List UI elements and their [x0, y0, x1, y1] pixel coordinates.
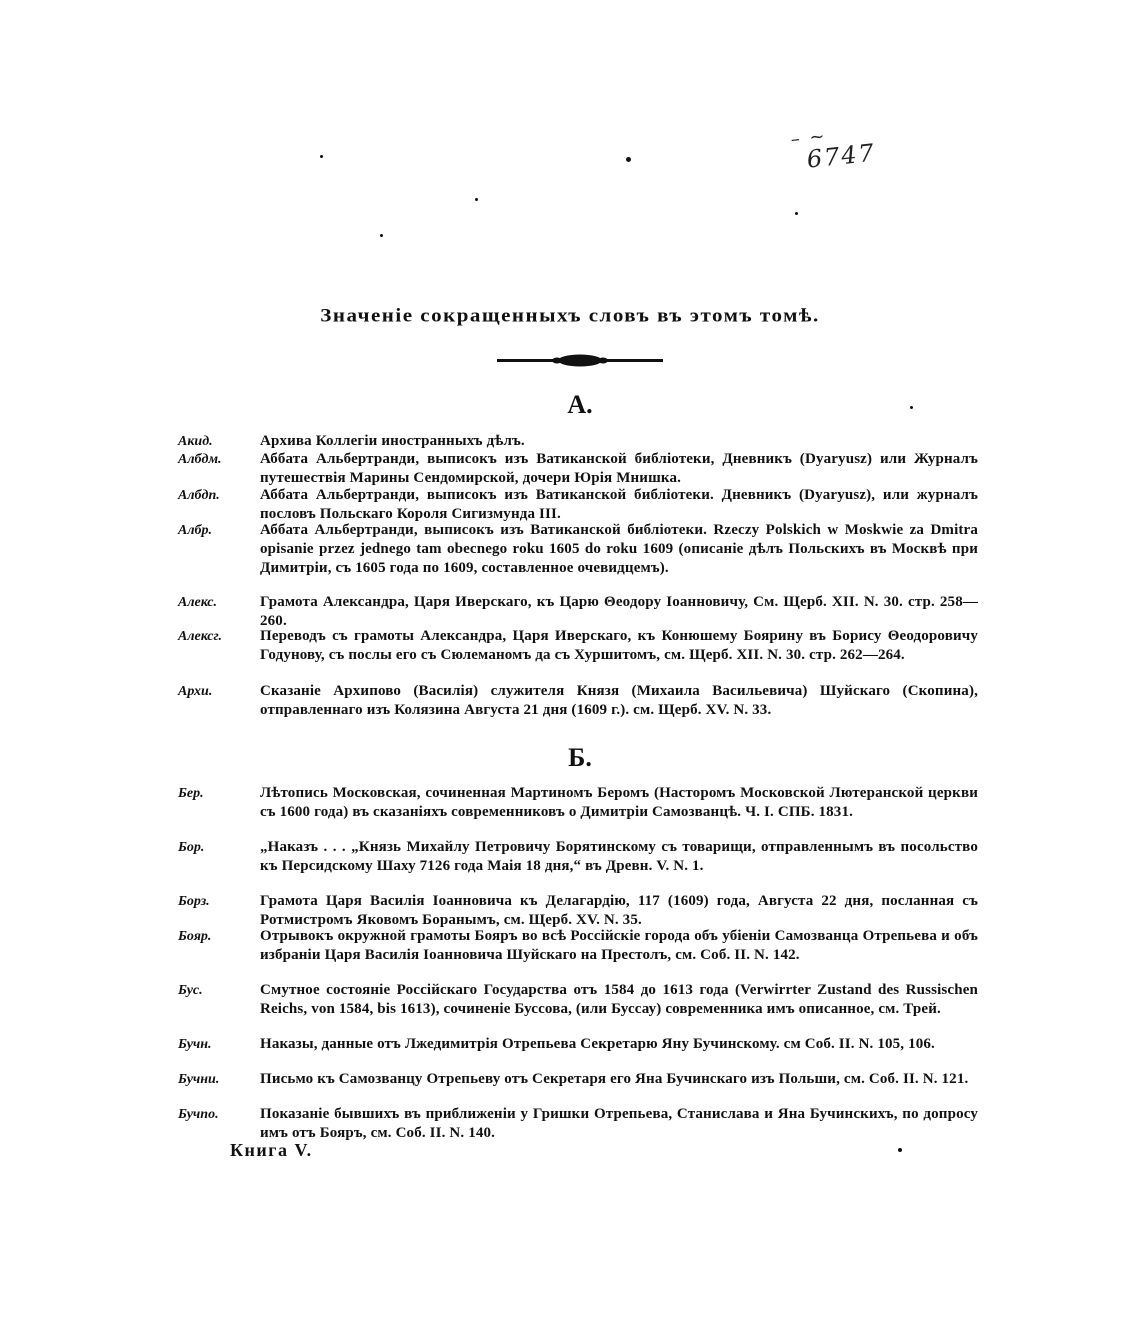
handwritten-number: 6747 — [805, 138, 878, 174]
scan-speck — [626, 157, 631, 162]
entry-abbreviation: Бор. — [178, 840, 205, 855]
entry-definition: Аббата Альбертранди, выписокъ изъ Ватиканской библiотеки. Rzeczy Polskich w Moskwie za Dmitra opisanie przez jednego tam obecnego roku 1605 do roku 1609 (описанiе дѣлъ Польскихъ въ Москвѣ при Димитрiи, съ 1605 года по 1609, составленное очевидцемъ). — [260, 522, 978, 576]
entry-definition: Отрывокъ окружной грамоты Бояръ во всѣ Россiйскiе города объ убiенiи Самозванца Отрепьева и объ избранiи Царя Василiя Iоанновича Шуйскаго на Престолъ, см. Соб. II. N. 142. — [260, 928, 978, 963]
handwritten-inventory-note — [790, 119, 895, 179]
entry-abbreviation: Бучпо. — [178, 1107, 219, 1122]
entry-definition: Сказанiе Архипово (Василiя) служителя Князя (Михаила Васильевича) Шуйскаго (Скопина), отправленнаго изъ Колязина Августа 21 дня (1609 г.). см. Щерб. XV. N. 33. — [260, 683, 978, 718]
entry-abbreviation: Алексг. — [178, 629, 222, 644]
scan-speck — [795, 212, 798, 215]
title-ornament-divider — [497, 353, 663, 369]
entry-abbreviation: Бучн. — [178, 1037, 212, 1052]
entry-abbreviation: Борз. — [178, 894, 210, 909]
entry-definition: Грамота Царя Василiя Iоанновича къ Делагардiю, 117 (1609) года, Августа 22 дня, посланная съ Ротмистромъ Яковомъ Боранымъ, см. Щерб. XV. N. 35. — [260, 893, 978, 928]
scan-speck — [320, 155, 323, 158]
section-letter-a: А. — [567, 390, 593, 419]
signature-mark: Книга V. — [230, 1140, 313, 1160]
entry-definition: Переводъ съ грамоты Александра, Царя Иверскаго, къ Конюшему Боярину въ Борису Θеодоровичу Годунову, съ послы его съ Сюлеманомъ да съ Хуршитомъ, см. Щерб. XII. N. 30. стр. 262—264. — [260, 628, 978, 663]
entry-definition: Письмо къ Самозванцу Отрепьеву отъ Секретаря его Яна Бучинскаго изъ Польши, см. Соб. II. N. 121. — [260, 1071, 969, 1087]
entry-abbreviation: Албдп. — [178, 488, 220, 503]
entry-definition: Наказы, данные отъ Лжедимитрiя Отрепьева Секретарю Яну Бучинскому. см Соб. II. N. 105, 106. — [260, 1036, 935, 1052]
entry-definition: „Наказъ . . . „Князь Михайлу Петровичу Борятинскому съ товарищи, отправленнымъ въ посольство къ Персидскому Шаху 7126 года Маiя 18 дня,“ въ Древн. V. N. 1. — [260, 839, 978, 874]
entry-abbreviation: Акид. — [178, 434, 213, 449]
entry-abbreviation: Архи. — [178, 684, 213, 699]
entry-definition: Аббата Альбертранди, выписокъ изъ Ватиканской библiотеки, Дневникъ (Dyaryusz) или Журналъ путешествiя Марины Сендомирской, дочери Юрiя Мнишка. — [260, 451, 978, 486]
scan-speck — [380, 234, 383, 237]
entry-definition: Грамота Александра, Царя Иверскаго, къ Царю Θеодору Iоанновичу, См. Щерб. XII. N. 30. стр. 258—260. — [260, 594, 978, 629]
section-letter-b: Б. — [568, 743, 592, 772]
scan-speck — [475, 198, 478, 201]
entry-definition: Архива Коллегiи иностранныхъ дѣлъ. — [260, 433, 525, 449]
entry-definition: Аббата Альбертранди, выписокъ изъ Ватиканской библiотеки. Дневникъ (Dyaryusz), или журналъ пословъ Польскаго Короля Сигизмунда III. — [260, 487, 978, 522]
entry-definition: Показанiе бывшихъ въ приближенiи у Гришки Отрепьева, Станислава и Яна Бучинскихъ, по допросу имъ отъ Бояръ, см. Соб. II. N. 140. — [260, 1106, 978, 1141]
entry-definition: Смутное состоянiе Россiйскаго Государства отъ 1584 до 1613 года (Verwirrter Zustand des Russischen Reichs, von 1584, bis 1613), сочиненiе Буссова, (или Буссау) современника имъ описанное, см. Трей. — [260, 982, 978, 1017]
entry-abbreviation: Албдм. — [178, 452, 222, 467]
entry-abbreviation: Алекс. — [178, 595, 218, 610]
scan-speck — [898, 1148, 902, 1152]
entry-abbreviation: Албр. — [178, 523, 213, 538]
entry-abbreviation: Бучни. — [178, 1072, 220, 1087]
entry-abbreviation: Бояр. — [178, 929, 212, 944]
entry-definition: Лѣтопись Московская, сочиненная Мартиномъ Беромъ (Насторомъ Московской Лютеранской церкви съ 1600 года) въ сказанiяхъ современниковъ о Димитрiи Самозванцѣ. Ч. I. СПБ. 1831. — [260, 785, 978, 820]
entry-abbreviation: Бер. — [178, 786, 204, 801]
page-title: Значенiе сокращенныхъ словъ въ этомъ томѣ. — [320, 304, 820, 326]
entry-abbreviation: Бус. — [178, 983, 203, 998]
handwritten-dash: – ~ — [789, 125, 828, 151]
